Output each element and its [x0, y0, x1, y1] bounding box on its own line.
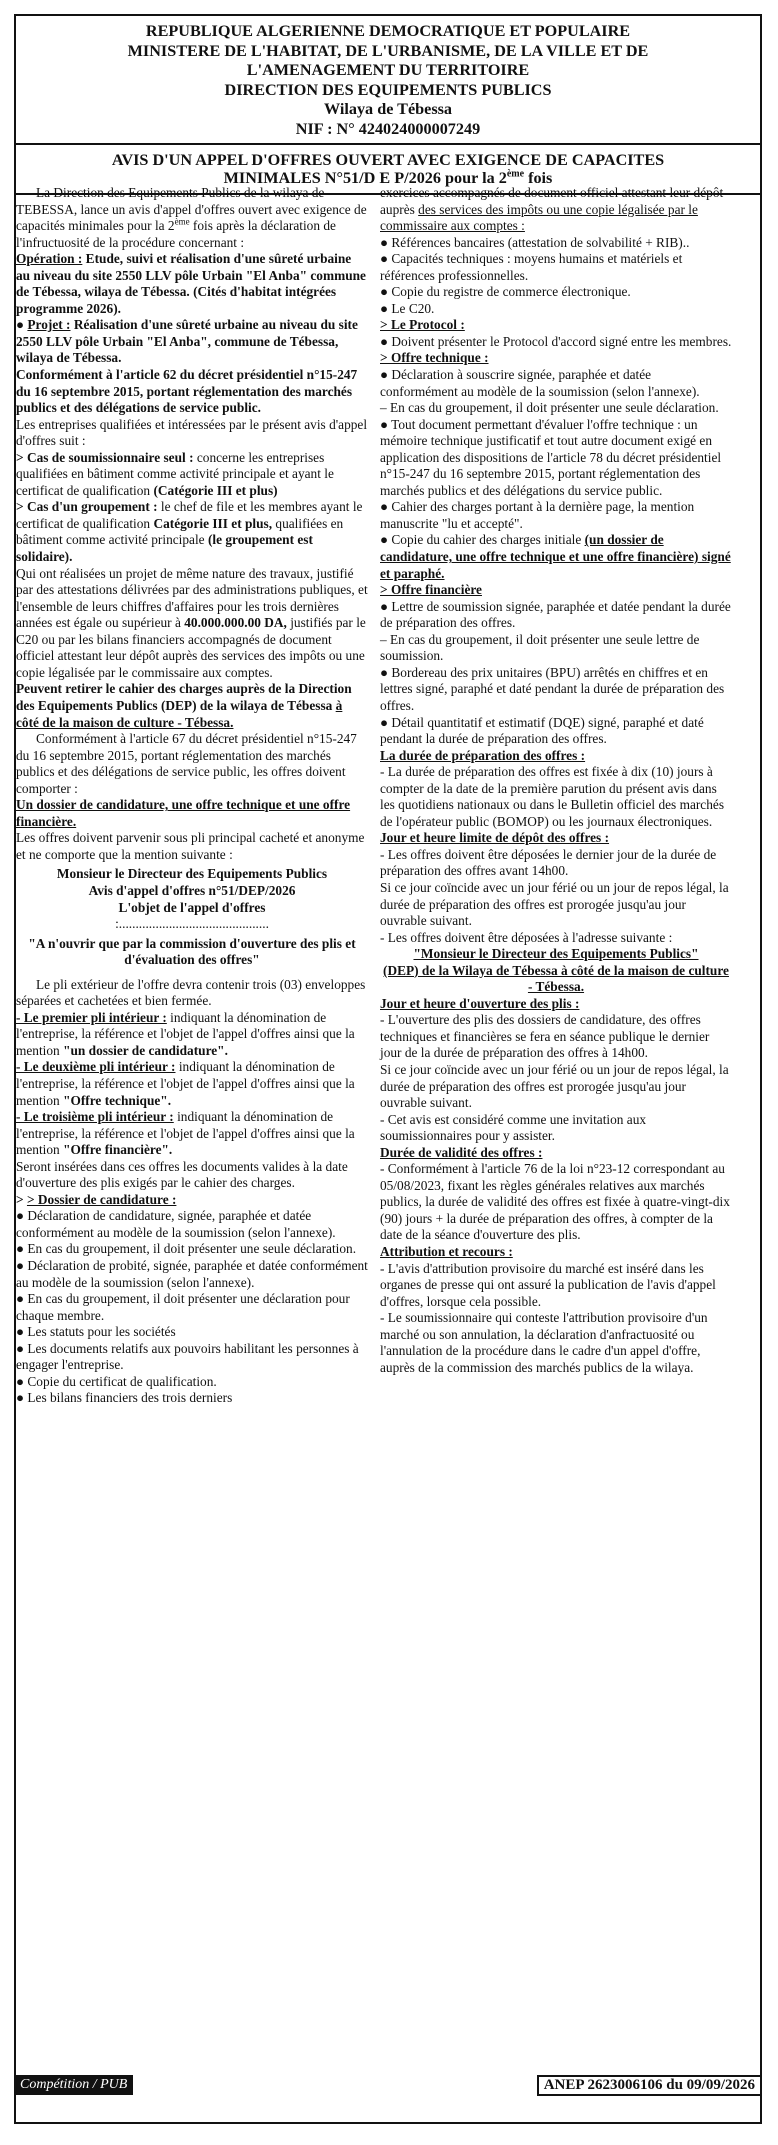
list-item: ● Copie du cahier des charges initiale (un dossier de candidature, une offre technique et une offre financière) signé et paraphé.: [380, 532, 731, 581]
list-item-text: Copie du certificat de qualification.: [27, 1373, 217, 1389]
header-line: L'AMENAGEMENT DU TERRITOIRE: [246, 61, 530, 80]
list-item: ● Copie du certificat de qualification.: [16, 1373, 217, 1389]
list-item-text: Déclaration à souscrire signée, paraphée et datée conformément au modèle de la soumission (selon l'annexe).: [380, 367, 700, 399]
list-item: ● Bordereau des prix unitaires (BPU) arrêtés en chiffres et en lettres signé, paraphé et daté pendant la durée de préparation des offres.: [380, 664, 725, 713]
outer-envelope-paragraph: Le pli extérieur de l'offre devra contenir trois (03) enveloppes séparées et cachetées et bien fermée.: [16, 976, 366, 1009]
text: indiquant la dénomination de l'entreprise, la référence et l'objet de l'appel d'offres ainsi que la mention: [16, 1059, 355, 1108]
award-text: - L'avis d'attribution provisoire du marché est inséré dans les organes de presse qui ont assuré la publication de l'avis d'appel d'offres, lorsque cela possible.: [380, 1260, 716, 1309]
list-item: ● Capacités techniques : moyens humains et matériels et références professionnelles.: [380, 251, 683, 283]
list-item-text: Le C20.: [391, 300, 435, 316]
award-text: - Le soumissionnaire qui conteste l'attribution provisoire d'un marché ou son annulation, la déclaration d'anfractuosité ou l'annulation de la procédure dans le cadre d'un appel d'offre, auprès de la commission des marchés publics de la wilaya.: [380, 1310, 708, 1375]
title-text: MINIMALES N°51/D E P/2026 pour la 2: [223, 169, 507, 187]
candidature-label: > Dossier de candidature :: [26, 1191, 177, 1207]
article-67-paragraph: Conformément à l'article 67 du décret présidentiel n°15-247 du 16 septembre 2015, portant réglementation des marchés publics et des délégations de service public, les offres doivent comporter :: [16, 731, 357, 796]
mention-dots: :.............................................: [115, 916, 269, 932]
list-item: ● Les bilans financiers des trois derniers: [16, 1390, 233, 1406]
list-item-text: Les statuts pour les sociétés: [27, 1324, 176, 1340]
text: indiquant la dénomination de l'entreprise, la référence et l'objet de l'appel d'offres ainsi que la mention: [16, 1109, 355, 1158]
project-paragraph: ● Projet : Réalisation d'une sûreté urbaine au niveau du site 2550 LLV pôle Urbain "El Anba", commune de Tébessa, wilaya de Tébessa.: [16, 317, 358, 366]
title-sup: ème: [506, 168, 525, 180]
operation-paragraph: [16, 251, 368, 317]
first-envelope-label: - Le premier pli intérieur :: [16, 1009, 167, 1025]
list-item-text: Les bilans financiers des trois derniers: [27, 1390, 233, 1406]
inserted-documents-paragraph: Seront insérées dans ces offres les documents valides à la date d'ouverture des plis exigés par le cahier des charges.: [16, 1158, 348, 1191]
mention-object: L'objet de l'appel d'offres: [118, 899, 266, 915]
text: justifiés par le C20 ou par les bilans financiers accompagnés de document officiel attestant leur dépôt auprès des services des impôts ou une copie légalisée par le commissaire aux comptes.: [16, 615, 366, 680]
delivery-address: "Monsieur le Directeur des Equipements Publics": [413, 946, 699, 962]
left-column: [16, 185, 368, 2063]
footer: [14, 2075, 762, 2097]
second-envelope-label: - Le deuxième pli intérieur :: [16, 1059, 176, 1075]
invite-paragraph: Les entreprises qualifiées et intéressées par le présent avis d'appel d'offres suit :: [16, 416, 368, 449]
list-item-text: En cas du groupement, il doit présenter une seule déclaration.: [27, 1241, 357, 1257]
header-line: MINISTERE DE L'HABITAT, DE L'URBANISME, DE LA VILLE ET DE: [127, 41, 649, 60]
deadline-text: - Les offres doivent être déposées à l'adresse suivante :: [380, 929, 673, 945]
mention: "Offre financière".: [63, 1142, 173, 1158]
intro-paragraph: [16, 185, 368, 251]
header-nif: NIF : N° 424024000007249: [295, 119, 481, 138]
award-heading: Attribution et recours :: [380, 1244, 513, 1259]
text-sup: ème: [174, 216, 190, 227]
consortium-note: – En cas du groupement, il doit présenter une seule déclaration.: [380, 400, 719, 416]
header: [16, 16, 760, 143]
first-envelope-paragraph: [16, 1010, 368, 1060]
mention: "Offre technique".: [63, 1092, 172, 1108]
consortium-note: – En cas du groupement, il doit présenter une seule lettre de soumission.: [380, 631, 700, 664]
article-62-paragraph: Conformément à l'article 62 du décret présidentiel n°15-247 du 16 septembre 2015, portant réglementation des marchés publics et des délégations de service public.: [16, 367, 358, 416]
technical-offer-heading: > Offre technique :: [380, 350, 489, 366]
mention: "un dossier de candidature".: [63, 1042, 228, 1058]
title-text: fois: [524, 169, 553, 187]
text: fois après la déclaration de l'infructuosité de la procédure concernant :: [16, 218, 336, 250]
list-item: ● Cahier des charges portant à la dernière page, la mention manuscrite "lu et accepté".: [380, 499, 695, 531]
text: indiquant la dénomination de l'entreprise, la référence et l'objet de l'appel d'offres ainsi que la mention: [16, 1009, 355, 1058]
header-line: Wilaya de Tébessa: [323, 100, 453, 119]
mention-director: Monsieur le Directeur des Equipements Publics: [56, 866, 328, 882]
single-bidder-paragraph: [16, 450, 368, 500]
operation-text: Etude, suivi et réalisation d'une sûreté urbaine au niveau du site 2550 LLV pôle Urbain "El Anba" commune de Tébessa, wilaya de Tébessa. (Cités d'habitat intégrées programme 2026).: [16, 251, 366, 316]
submission-paragraph: Les offres doivent parvenir sous pli principal cacheté et anonyme et ne comporte que la mention suivante :: [16, 830, 365, 862]
list-item-text: Déclaration de candidature, signée, paraphée et datée conformément au modèle de la soumission (selon l'annexe).: [16, 1208, 336, 1240]
list-item-text: (un dossier de candidature, une offre technique et une offre financière) signé et paraphé.: [380, 532, 731, 581]
header-line: REPUBLIQUE ALGERIENNE DEMOCRATIQUE ET POPULAIRE: [145, 22, 631, 40]
mention-notice-number: Avis d'appel d'offres n°51/DEP/2026: [88, 882, 296, 898]
list-item-text: Tout document permettant d'évaluer l'offre technique : un mémoire technique justificatif et tout autre document exigé en application des dispositions de l'article 78 du décret présidentiel n°15-247 du 16 septembre 2015, portant réglementation des marchés publics et des délégations du service public.: [380, 416, 722, 498]
project-label: Projet :: [27, 317, 71, 333]
opening-text: - L'ouverture des plis des dossiers de candidature, des offres techniques et financières se fera en séance publique le dernier jour de la durée de préparation des offres à 14h00.: [380, 1012, 710, 1061]
validity-text: - Conformément à l'article 76 de la loi n°23-12 correspondant au 05/08/2023, fixant les règles générales relatives aux marchés publics, la durée de validité des offres est fixée à quatre-vingt-dix (90) jours + la durée de préparation des offres, à compter de la date de la séance d'ouverture des plis.: [380, 1161, 730, 1243]
continued-paragraph: [380, 185, 732, 235]
opening-heading: Jour et heure d'ouverture des plis :: [380, 995, 580, 1011]
text: le chef de file et les membres ayant le certificat de qualification: [16, 499, 363, 531]
third-envelope-label: - Le troisième pli intérieur :: [16, 1109, 174, 1125]
list-item: ● Le C20.: [380, 300, 435, 316]
header-line: DIRECTION DES EQUIPEMENTS PUBLICS: [224, 80, 552, 99]
list-item-text: Les documents relatifs aux pouvoirs habilitant les personnes à engager l'entreprise.: [16, 1340, 359, 1373]
list-item-text: Copie du registre de commerce électronique.: [391, 284, 631, 300]
list-item-text: Déclaration de probité, signée, paraphée et datée conformément au modèle de la soumission (selon l'annexe).: [16, 1258, 368, 1290]
list-item: ● Déclaration de candidature, signée, paraphée et datée conformément au modèle de la soumission (selon l'annexe).: [16, 1208, 336, 1240]
right-column: [380, 185, 732, 2063]
text: La Direction des Equipements Publics de la wilaya de TEBESSA, lance un avis d'appel d'offres ouvert avec exigence de capacités minimales pour la 2: [16, 185, 367, 234]
dossier-line: Un dossier de candidature, une offre technique et une offre financière.: [16, 797, 351, 829]
list-item: ● Déclaration à souscrire signée, paraphée et datée conformément au modèle de la soumission (selon l'annexe).: [380, 367, 700, 399]
list-item-text: Cahier des charges portant à la dernière page, la mention manuscrite "lu et accepté".: [380, 499, 695, 531]
turnover-paragraph: [16, 566, 368, 682]
amount: 40.000.000.00 DA,: [184, 615, 287, 631]
protocol-heading: > Le Protocol :: [380, 317, 465, 333]
list-item-text: Bordereau des prix unitaires (BPU) arrêtés en chiffres et en lettres signé, paraphé et daté pendant la durée de préparation des offres.: [380, 664, 725, 713]
list-item-text: Références bancaires (attestation de solvabilité + RIB)..: [391, 234, 690, 250]
text: des services des impôts ou une copie légalisée par le commissaire aux comptes :: [380, 201, 698, 234]
do-not-open-mention: "A n'ouvrir que par la commission d'ouverture des plis et d'évaluation des offres": [28, 935, 356, 968]
list-item: ● Lettre de soumission signée, paraphée et datée pendant la durée de préparation des offres.: [380, 598, 731, 631]
second-envelope-paragraph: [16, 1059, 368, 1109]
list-item: ● Les documents relatifs aux pouvoirs habilitant les personnes à engager l'entreprise.: [16, 1340, 359, 1373]
address: à côté de la maison de culture - Tébessa.: [16, 697, 343, 730]
list-item-text: Lettre de soumission signée, paraphée et datée pendant la durée de préparation des offres.: [380, 598, 731, 631]
text: concerne les entreprises qualifiées en bâtiment comme activité principale et ayant le certificat de qualification: [16, 449, 334, 498]
list-item-text: Détail quantitatif et estimatif (DQE) signé, paraphé et daté pendant la durée de préparation des offres.: [380, 714, 704, 747]
text: qualifiées en bâtiment comme activité principale: [16, 515, 344, 548]
list-item: ● Doivent présenter le Protocol d'accord signé entre les membres.: [380, 333, 732, 349]
consortium-paragraph: [16, 499, 368, 565]
list-item-text: Copie du cahier des charges initiale: [391, 532, 585, 548]
list-item-text: Capacités techniques : moyens humains et matériels et références professionnelles.: [380, 251, 683, 283]
category: (Catégorie III et plus): [153, 482, 278, 498]
list-item: ● Tout document permettant d'évaluer l'offre technique : un mémoire technique justificatif et tout autre document exigé en application des dispositions de l'article 78 du décret présidentiel n°15-247 du 16 septembre 2015, portant réglementation des marchés publics et des délégations du service public.: [380, 416, 722, 498]
list-item-text: En cas du groupement, il doit présenter une déclaration pour chaque membre.: [16, 1291, 350, 1323]
project-text: Réalisation d'une sûreté urbaine au niveau du site 2550 LLV pôle Urbain "El Anba", commune de Tébessa, wilaya de Tébessa.: [16, 317, 358, 366]
list-item: ● En cas du groupement, il doit présenter une déclaration pour chaque membre.: [16, 1291, 350, 1323]
opening-text: Si ce jour coïncide avec un jour férié ou un jour de repos légal, la durée de préparation des offres est prorogée jusqu'au jour ouvrable suivant.: [380, 1061, 729, 1111]
list-item: ● Références bancaires (attestation de solvabilité + RIB)..: [380, 234, 690, 250]
category: Catégorie III et plus,: [153, 515, 273, 531]
deadline-text: - Les offres doivent être déposées le dernier jour de la durée de préparation des offres avant 14h00.: [380, 846, 717, 879]
preparation-duration-text: - La durée de préparation des offres est fixée à dix (10) jours à compter de la date de la première parution du présent avis dans les quotidiens nationaux ou dans le Bulletin officiel des marchés de l'opérateur public (BOMOP) ou les journaux électroniques.: [380, 764, 725, 829]
list-item: ● Déclaration de probité, signée, paraphée et datée conformément au modèle de la soumission (selon l'annexe).: [16, 1258, 368, 1290]
list-item-text: Doivent présenter le Protocol d'accord signé entre les membres.: [391, 333, 732, 349]
title-line: AVIS D'UN APPEL D'OFFRES OUVERT AVEC EXIGENCE DE CAPACITES: [111, 151, 665, 169]
text: exercices accompagnés de document officiel attestant leur dépôt auprès: [380, 185, 724, 217]
publisher-tag: Compétition / PUB: [14, 2075, 133, 2095]
text: Qui ont réalisées un projet de même nature des travaux, justifié par des attestations délivrées par des administrations publiques, et l'ensemble de leurs chiffres d'affaires pour les trois dernières années est égale ou supérieur à: [16, 565, 368, 631]
list-item: ● Détail quantitatif et estimatif (DQE) signé, paraphé et daté pendant la durée de préparation des offres.: [380, 714, 704, 747]
list-item: ● Les statuts pour les sociétés: [16, 1324, 176, 1340]
third-envelope-paragraph: [16, 1109, 368, 1159]
consortium-label: > Cas d'un groupement :: [16, 499, 158, 515]
withdraw-paragraph: [16, 681, 368, 731]
list-item: ● Copie du registre de commerce électronique.: [380, 284, 631, 300]
solidarity-note: (le groupement est solidaire).: [16, 532, 313, 565]
notice-body: [16, 185, 732, 2063]
deadline-heading: Jour et heure limite de dépôt des offres :: [380, 830, 610, 846]
delivery-address: (DEP) de la Wilaya de Tébessa à côté de la maison de culture - Tébessa.: [383, 962, 729, 995]
operation-label: Opération :: [16, 251, 83, 267]
text: Peuvent retirer le cahier des charges auprès de la Direction des Equipements Publics (DEP) de la wilaya de Tébessa: [16, 681, 352, 713]
single-bidder-label: > Cas de soumissionnaire seul :: [16, 449, 194, 465]
anep-reference: ANEP 2623006106 du 09/09/2026: [537, 2075, 762, 2096]
list-item: ● En cas du groupement, il doit présenter une seule déclaration.: [16, 1241, 357, 1257]
validity-heading: Durée de validité des offres :: [380, 1144, 543, 1160]
preparation-duration-heading: La durée de préparation des offres :: [380, 747, 586, 763]
candidature-heading: > > Dossier de candidature :: [16, 1191, 177, 1207]
financial-offer-heading: > Offre financière: [380, 582, 482, 598]
opening-text: - Cet avis est considéré comme une invitation aux soumissionnaires pour y assister.: [380, 1111, 647, 1144]
deadline-text: Si ce jour coïncide avec un jour férié ou un jour de repos légal, la durée de préparation des offres est prorogée jusqu'au jour ouvrable suivant.: [380, 879, 729, 929]
